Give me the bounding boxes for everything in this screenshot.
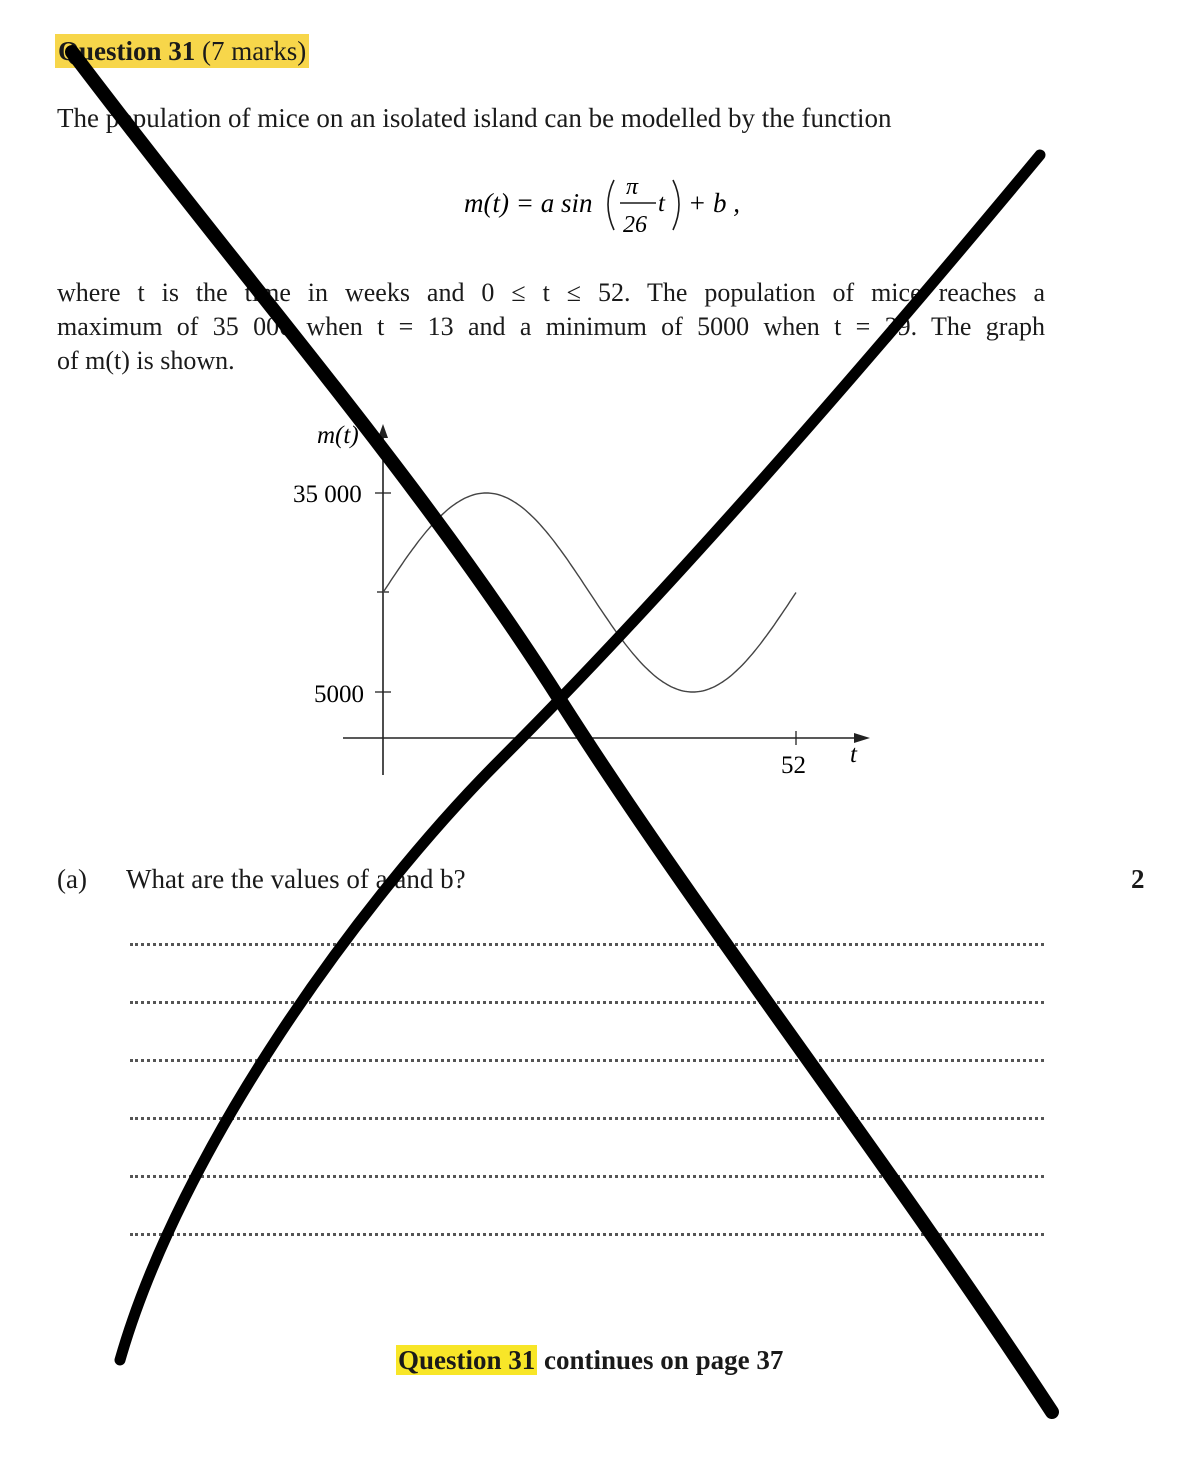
formula-numerator: π [626,174,639,200]
cross-stroke-right-to-left [120,155,1040,1360]
part-a-marks: 2 [1131,864,1145,894]
formula-denominator: 26 [623,212,647,238]
x-tick-label-52: 52 [781,752,806,779]
formula-lhs: m(t) = a sin [464,188,593,218]
paragraph-line-2: maximum of 35 000 when t = 13 and a minimum of 5000 when t = 39. The graph [57,312,1045,341]
question-number: Question 31 [58,36,196,66]
question-marks: (7 marks) [202,36,307,66]
paragraph-line-3: of m(t) is shown. [57,346,235,375]
y-tick-label-35000: 35 000 [293,481,362,508]
paragraph-line-1: where t is the time in weeks and 0 ≤ t ≤ 52. The population of mice reaches a [57,278,1045,307]
formula-inner-var: t [658,190,665,217]
x-axis-label: t [850,741,857,768]
footer-question-highlight: Question 31 [398,1345,536,1375]
part-a-question: What are the values of a and b? [126,864,466,894]
y-axis-label: m(t) [317,422,359,449]
cross-stroke-left-to-right [72,52,1052,1412]
formula-rhs: + b , [688,188,740,218]
intro-text: The population of mice on an isolated island can be modelled by the function [57,103,892,133]
footer-continues-text: continues on page 37 [544,1345,784,1375]
y-tick-label-5000: 5000 [314,681,364,708]
part-a-label: (a) [57,864,87,894]
